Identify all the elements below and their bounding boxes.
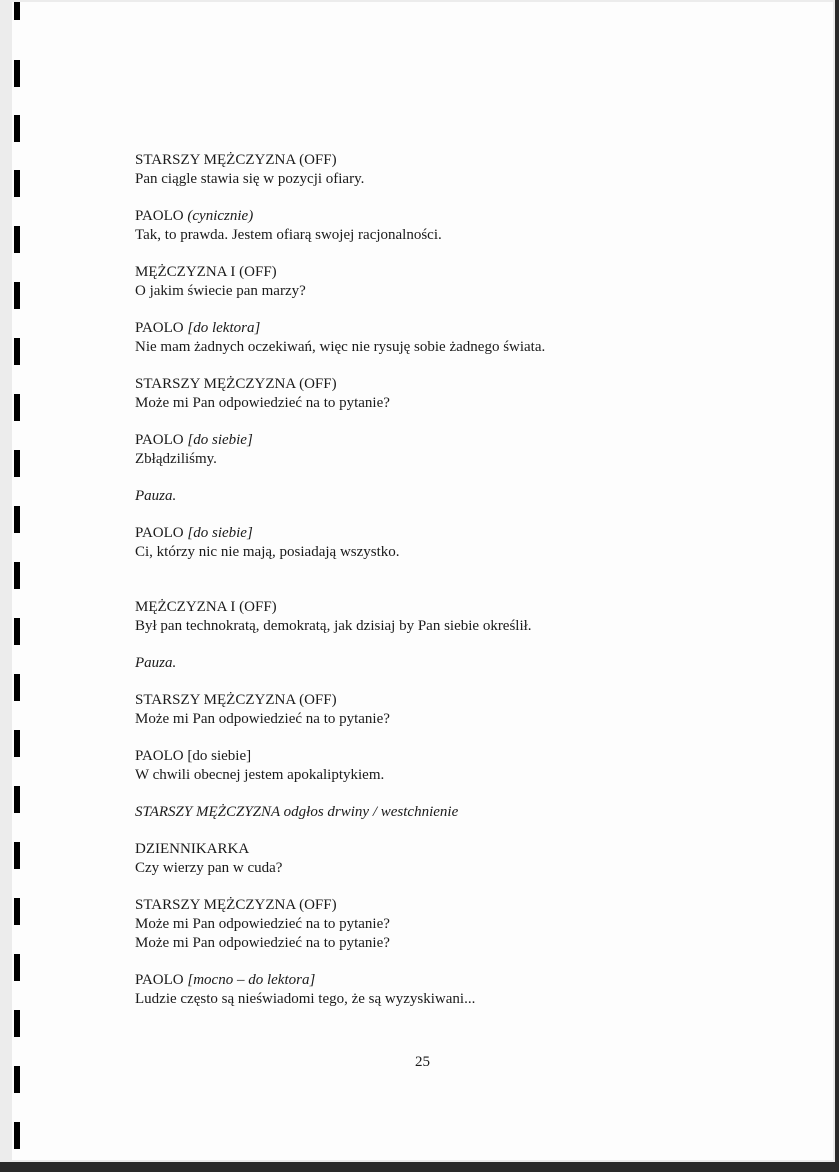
binding-hole [14, 562, 20, 589]
dialogue-line: Był pan technokratą, demokratą, jak dzisiaj by Pan siebie określił. [135, 618, 532, 634]
speaker-line [135, 524, 775, 543]
speaker-name: STARSZY MĘŻCZYZNA (OFF) [135, 897, 337, 913]
speaker-line [135, 598, 775, 617]
dialogue-entry [135, 971, 775, 1009]
binding-hole [14, 786, 20, 813]
page-number: 25 [415, 1054, 430, 1070]
speaker-line [135, 431, 775, 450]
binding-hole [14, 842, 20, 869]
binding-hole [14, 394, 20, 421]
binding-hole [14, 115, 20, 142]
binding-hole [14, 618, 20, 645]
dialogue-line: Może mi Pan odpowiedzieć na to pytanie? [135, 935, 390, 951]
dialogue-line: Może mi Pan odpowiedzieć na to pytanie? [135, 916, 390, 932]
speaker-name: MĘŻCZYZNA I (OFF) [135, 264, 277, 280]
binding-hole [14, 674, 20, 701]
dialogue-line: Nie mam żadnych oczekiwań, więc nie rysuję sobie żadnego świata. [135, 339, 546, 355]
dialogue-entry [135, 207, 775, 245]
speaker-line [135, 151, 775, 170]
speaker-name: PAOLO [135, 320, 184, 336]
speaker-line [135, 971, 775, 990]
dialogue-entry [135, 375, 775, 413]
binding-hole [14, 2, 20, 20]
dialogue-line: Tak, to prawda. Jestem ofiarą swojej racjonalności. [135, 227, 442, 243]
stage-entry [135, 487, 775, 506]
dialogue-entry [135, 151, 775, 189]
dialogue-entry [135, 691, 775, 729]
document-page [12, 2, 833, 1160]
script-text [135, 151, 775, 1027]
speaker-line [135, 319, 775, 338]
speaker-name: STARSZY MĘŻCZYZNA (OFF) [135, 152, 337, 168]
binding-hole [14, 1010, 20, 1037]
dialogue-entry [135, 431, 775, 469]
binding-hole [14, 450, 20, 477]
speaker-line [135, 691, 775, 710]
dialogue-entry [135, 840, 775, 878]
dialogue-line: Pan ciągle stawia się w pozycji ofiary. [135, 171, 365, 187]
binding-hole [14, 170, 20, 197]
speaker-name: PAOLO [do siebie] [135, 748, 252, 764]
stage-direction: [do siebie] [187, 525, 253, 541]
dialogue-line: Może mi Pan odpowiedzieć na to pytanie? [135, 395, 390, 411]
speaker-name: PAOLO [135, 432, 184, 448]
dialogue-line: W chwili obecnej jestem apokaliptykiem. [135, 767, 385, 783]
speaker-name: PAOLO [135, 972, 184, 988]
speaker-line [135, 840, 775, 859]
speaker-name: MĘŻCZYZNA I (OFF) [135, 599, 277, 615]
binding-hole [14, 1122, 20, 1149]
speaker-line [135, 207, 775, 226]
speaker-line [135, 747, 775, 766]
speaker-line [135, 375, 775, 394]
speaker-name: PAOLO [135, 525, 184, 541]
speaker-line [135, 263, 775, 282]
stage-direction: Pauza. [135, 488, 177, 504]
binding-hole [14, 226, 20, 253]
stage-direction: [do siebie] [187, 432, 253, 448]
dialogue-entry [135, 896, 775, 953]
stage-direction: [mocno – do lektora] [187, 972, 316, 988]
speaker-name: STARSZY MĘŻCZYZNA (OFF) [135, 376, 337, 392]
binding-hole [14, 60, 20, 87]
speaker-name: PAOLO [135, 208, 184, 224]
stage-entry [135, 803, 775, 822]
stage-direction: Pauza. [135, 655, 177, 671]
dialogue-line: O jakim świecie pan marzy? [135, 283, 306, 299]
stage-entry [135, 654, 775, 673]
dialogue-entry [135, 598, 775, 636]
dialogue-entry [135, 747, 775, 785]
dialogue-entry [135, 524, 775, 562]
speaker-name: DZIENNIKARKA [135, 841, 250, 857]
dialogue-line: Zbłądziliśmy. [135, 451, 217, 467]
binding-hole [14, 282, 20, 309]
dialogue-line: Ludzie często są nieświadomi tego, że są wyzyskiwani... [135, 991, 476, 1007]
dialogue-entry [135, 263, 775, 301]
binding-hole [14, 954, 20, 981]
dialogue-line: Ci, którzy nic nie mają, posiadają wszystko. [135, 544, 400, 560]
dialogue-line: Czy wierzy pan w cuda? [135, 860, 283, 876]
binding-hole [14, 506, 20, 533]
stage-direction: [do lektora] [187, 320, 261, 336]
dialogue-entry [135, 319, 775, 357]
binding-hole [14, 730, 20, 757]
dialogue-line: Może mi Pan odpowiedzieć na to pytanie? [135, 711, 390, 727]
binding-hole [14, 338, 20, 365]
stage-direction: (cynicznie) [187, 208, 254, 224]
speaker-line [135, 896, 775, 915]
binding-hole [14, 898, 20, 925]
speaker-name: STARSZY MĘŻCZYZNA (OFF) [135, 692, 337, 708]
stage-direction: STARSZY MĘŻCZYZNA odgłos drwiny / westchnienie [135, 804, 459, 820]
